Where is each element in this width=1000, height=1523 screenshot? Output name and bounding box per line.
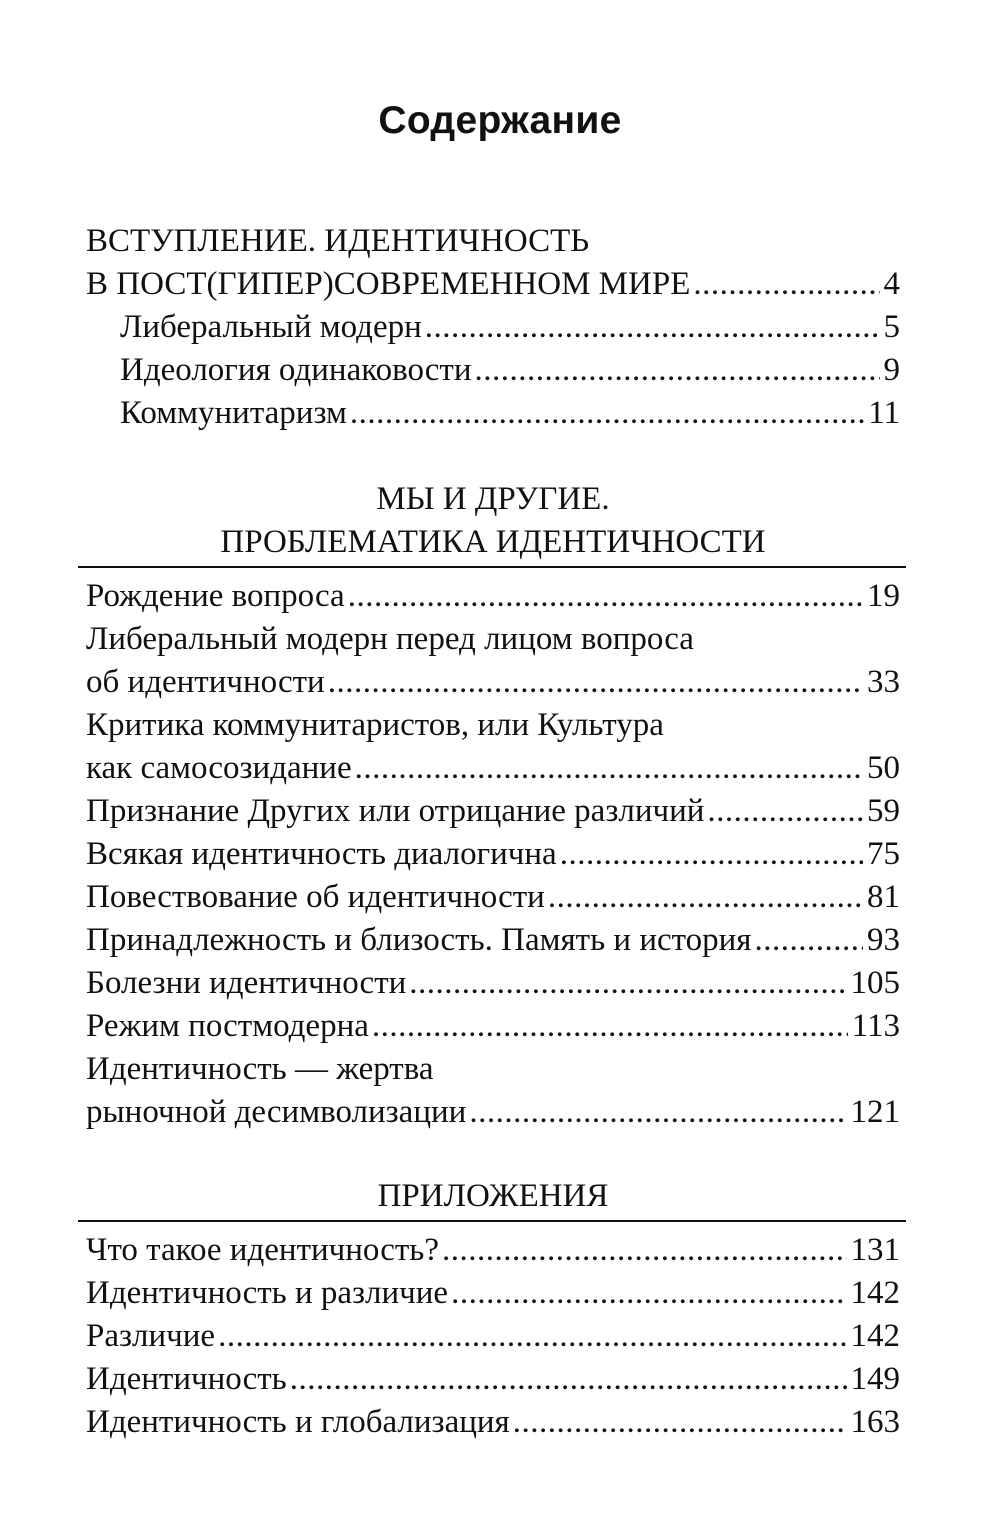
page-number: 142 (850, 1318, 900, 1354)
page-number: 5 (883, 309, 900, 345)
toc-entry[interactable] (86, 833, 900, 876)
dot-leader (693, 263, 879, 306)
entry-title: Всякая идентичность диалогична (86, 836, 557, 872)
toc-entry[interactable] (86, 1272, 900, 1315)
entry-title: Режим постмодерна (86, 1008, 369, 1044)
dot-leader (372, 1005, 848, 1048)
page-number: 81 (867, 879, 900, 915)
entry-title: Различие (86, 1318, 216, 1354)
entry-title-line: Либеральный модерн перед лицом вопроса (86, 621, 694, 657)
dot-leader (754, 919, 863, 962)
section-rule (78, 566, 906, 568)
toc-entry[interactable] (86, 1229, 900, 1272)
dot-leader (328, 661, 863, 704)
toc-entry[interactable] (86, 349, 900, 392)
entry-title: Идентичность и различие (86, 1275, 449, 1311)
page-title: Содержание (378, 99, 622, 142)
dot-leader (425, 306, 880, 349)
entry-title-line: Критика коммунитаристов, или Культура (86, 707, 664, 743)
dot-leader (442, 1229, 847, 1272)
dot-leader (707, 790, 863, 833)
entry-title: Признание Других или отрицание различий (86, 793, 705, 829)
dot-leader (475, 349, 880, 392)
intro-title-line2: В ПОСТ(ГИПЕР)СОВРЕМЕННОМ МИРЕ (86, 266, 691, 302)
toc-entry[interactable] (86, 1315, 900, 1358)
entry-title: об идентичности (86, 664, 325, 700)
page-number: 163 (850, 1404, 900, 1440)
entry-title: Что такое идентичность? (86, 1232, 439, 1268)
toc-entry[interactable] (86, 962, 900, 1005)
dot-leader (355, 747, 863, 790)
dot-leader (469, 1091, 846, 1134)
section-rule (78, 1220, 906, 1222)
dot-leader (451, 1272, 846, 1315)
entry-title: рыночной десимволизации (86, 1094, 467, 1130)
entry-title: Повествование об идентичности (86, 879, 545, 915)
page-number: 149 (850, 1361, 900, 1397)
dot-leader (513, 1401, 847, 1444)
dot-leader (348, 575, 863, 618)
entry-title: Принадлежность и близость. Память и история (86, 922, 752, 958)
toc-entry[interactable] (86, 919, 900, 962)
part1-heading-line1: МЫ И ДРУГИЕ. (376, 481, 610, 517)
toc-entry[interactable] (86, 618, 900, 704)
toc-entry[interactable] (86, 306, 900, 349)
intro-title-line1: ВСТУПЛЕНИЕ. ИДЕНТИЧНОСТЬ (86, 223, 590, 259)
toc-entry[interactable] (86, 1005, 900, 1048)
entry-title: Либеральный модерн (120, 309, 422, 345)
part1-entries (86, 575, 900, 1134)
dot-leader (560, 833, 863, 876)
dot-leader (409, 962, 846, 1005)
intro-title-entry[interactable] (86, 263, 900, 306)
part1-heading-line2: ПРОБЛЕМАТИКА ИДЕНТИЧНОСТИ (220, 524, 766, 560)
page-number: 121 (850, 1094, 900, 1130)
toc-entry[interactable] (86, 1401, 900, 1444)
page-number: 11 (868, 395, 900, 431)
entry-title: как самосозидание (86, 750, 352, 786)
toc-entry[interactable] (86, 392, 900, 435)
dot-leader (350, 392, 864, 435)
toc-entry[interactable] (86, 790, 900, 833)
toc-entry[interactable] (86, 876, 900, 919)
appendix-heading (86, 1175, 900, 1218)
intro-section (86, 220, 900, 435)
toc-entry[interactable] (86, 1048, 900, 1134)
dot-leader (290, 1358, 847, 1401)
entry-title: Идентичность (86, 1361, 287, 1397)
entry-title: Идеология одинаковости (120, 352, 472, 388)
appendix-heading-text: ПРИЛОЖЕНИЯ (377, 1178, 609, 1214)
page-number: 19 (867, 578, 900, 614)
page-number: 50 (867, 750, 900, 786)
page-number: 59 (867, 793, 900, 829)
toc-entry[interactable] (86, 704, 900, 790)
page-number: 33 (867, 664, 900, 700)
entry-title: Коммунитаризм (120, 395, 347, 431)
toc-entry[interactable] (86, 575, 900, 618)
page-number: 142 (850, 1275, 900, 1311)
dot-leader (218, 1315, 846, 1358)
page-number: 131 (850, 1232, 900, 1268)
entry-title: Болезни идентичности (86, 965, 407, 1001)
page-number: 75 (867, 836, 900, 872)
page-number: 93 (867, 922, 900, 958)
toc-entry[interactable] (86, 1358, 900, 1401)
dot-leader (548, 876, 863, 919)
page-number: 9 (883, 352, 900, 388)
page-number: 4 (883, 266, 900, 302)
page-number: 113 (851, 1008, 900, 1044)
part1-heading (86, 478, 900, 564)
page-number: 105 (850, 965, 900, 1001)
entry-title-line: Идентичность — жертва (86, 1051, 434, 1087)
entry-title: Рождение вопроса (86, 578, 345, 614)
appendix-entries (86, 1229, 900, 1444)
entry-title: Идентичность и глобализация (86, 1404, 510, 1440)
